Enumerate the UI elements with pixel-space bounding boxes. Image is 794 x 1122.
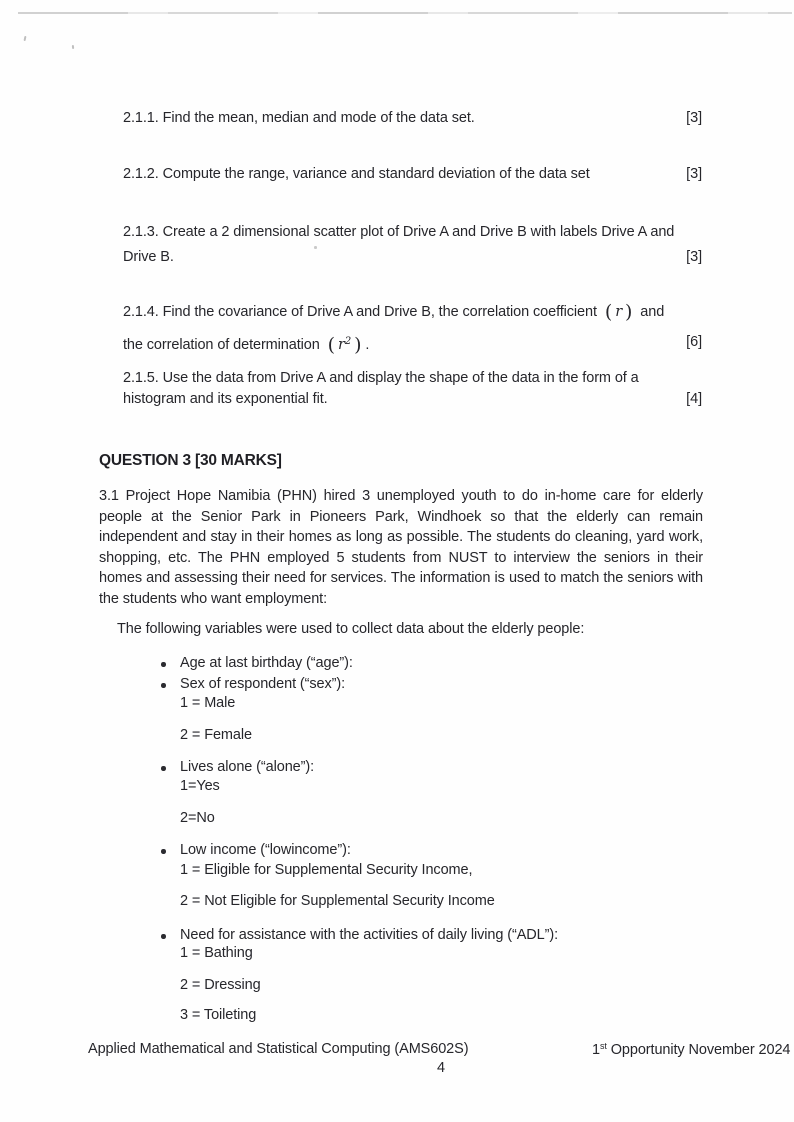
paren-open: ( [604,301,613,323]
question-text: Drive B. [123,249,174,265]
marks-badge: [3] [686,110,702,126]
bullet-value: 1 = Bathing [180,945,253,961]
bullet-value: 2 = Female [180,727,252,743]
bullet-dot-icon [161,766,166,771]
page-number: 4 [437,1060,445,1076]
bullet-value: 3 = Toileting [180,1007,257,1023]
bullet-dot-icon [161,662,166,667]
question-2-1-5 [123,368,702,410]
bullet-item-alone [160,759,314,775]
question-text: 2.1.4. Find the covariance of Drive A and Drive B, the correlation coefficient [123,304,597,320]
bullet-label: Lives alone (“alone”): [180,759,315,775]
footer-opportunity-text: Opportunity November 2024 [606,1042,791,1058]
bullet-value: 2 = Dressing [180,977,261,993]
paren-close: ) [354,334,362,356]
paren-close: ) [625,301,633,323]
scan-speck [24,36,27,41]
bullet-item-age [160,655,353,671]
footer-opportunity [592,1041,790,1058]
question-3-1-paragraph: 3.1 Project Hope Namibia (PHN) hired 3 unemployed youth to do in-home care for elderly people at the Senior Park in Pioneers Park, Windhoek so that the elderly can remain independent and stay in their homes as long as possible. The students do cleaning, yard work, shopping, etc. The PHN employed 5 students from NUST to interview the seniors in their homes and assessing their need for services. The information is used to match the seniors with the students who want employment: [99,488,703,607]
bullet-label: Need for assistance with the activities of daily living (“ADL”): [180,927,558,943]
math-r [601,301,637,323]
question-text: . [365,337,370,353]
question-text: 2.1.3. Create a 2 dimensional scatter plot of Drive A and Drive B with labels Drive A and [123,224,675,240]
bullet-value: 2 = Not Eligible for Supplemental Security Income [180,893,495,909]
question-2-1-1 [123,106,702,131]
math-superscript-2: 2 [344,336,352,347]
scan-artifact-line [18,12,792,14]
bullet-value: 2=No [180,810,215,826]
question-text: 2.1.5. Use the data from Drive A and display the shape of the data in the form of a [123,370,639,386]
question-3-heading: QUESTION 3 [30 MARKS] [99,452,282,469]
math-variable-r: r [337,337,345,353]
bullet-value: 1=Yes [180,778,220,794]
math-r-squared [324,334,366,356]
footer-opportunity-number: 1 [592,1042,600,1058]
bullet-label: Age at last birthday (“age”): [180,655,353,671]
question-text: and [640,304,665,320]
bullet-item-sex [160,676,345,692]
footer-opportunity-ordinal: st [599,1041,607,1051]
marks-badge: [6] [686,334,702,350]
variables-intro: The following variables were used to collect data about the elderly people: [117,621,585,637]
footer-course-title: Applied Mathematical and Statistical Computing (AMS602S) [88,1041,469,1057]
question-text: 2.1.2. Compute the range, variance and standard deviation of the data set [123,166,590,182]
bullet-value: 1 = Eligible for Supplemental Security Income, [180,862,473,878]
bullet-value: 1 = Male [180,695,236,711]
bullet-label: Low income (“lowincome”): [180,842,351,858]
bullet-item-lowincome [160,842,351,858]
question-text: 2.1.1. Find the mean, median and mode of the data set. [123,110,475,126]
question-2-1-3 [123,220,702,270]
marks-badge: [3] [686,166,702,182]
bullet-label: Sex of respondent (“sex”): [180,676,346,692]
question-2-1-2 [123,162,702,187]
bullet-dot-icon [161,683,166,688]
question-text: the correlation of determination [123,337,320,353]
marks-badge: [4] [686,391,702,407]
marks-badge: [3] [686,249,702,265]
bullet-dot-icon [161,934,166,939]
bullet-item-adl [160,927,558,943]
paren-open: ( [327,334,335,356]
bullet-dot-icon [161,849,166,854]
question-text: histogram and its exponential fit. [123,391,328,407]
math-variable-r: r [615,304,623,320]
question-2-1-4 [123,297,702,360]
scan-speck [72,45,74,49]
